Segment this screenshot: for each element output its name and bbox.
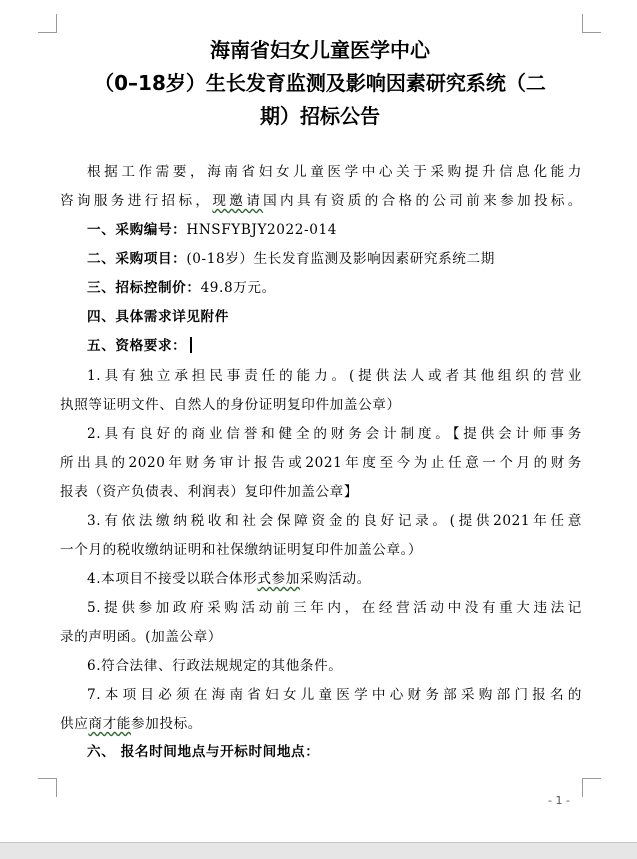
qualification-1-line-1: 1.具有独立承担民事责任的能力。(提供法人或者其他组织的营业 <box>87 368 582 384</box>
spell-check-underline: 商才能 <box>88 716 131 732</box>
spell-check-underline: 现邀请 <box>212 193 264 209</box>
procurement-number: 一、采购编号：HNSFYBJY2022-014 <box>87 222 337 238</box>
qualification-2-line-3: 报表（资产负债表、利润表）复印件加盖公章】 <box>60 484 359 500</box>
qualification-3-line-1: 3.有依法缴纳税收和社会保障资金的良好记录。(提供2021年任意 <box>87 513 582 529</box>
corner-mark-bottom-left <box>38 778 57 797</box>
corner-mark-top-right <box>582 14 601 33</box>
page-edge <box>0 842 637 843</box>
qualification-7-line-2: 供应商才能参加投标。 <box>60 716 202 732</box>
procurement-project: 二、采购项目：(0-18岁）生长发育监测及影响因素研究系统二期 <box>87 251 495 267</box>
qualification-2-line-1: 2.具有良好的商业信誉和健全的财务会计制度。【提供会计师事务 <box>87 426 582 442</box>
corner-mark-bottom-right <box>582 778 601 797</box>
page-number: - 1 - <box>548 794 570 807</box>
qualification-heading: 五、资格要求： <box>87 336 582 356</box>
bid-control-price: 三、招标控制价：49.8万元。 <box>87 280 276 296</box>
page-gap <box>0 843 637 859</box>
qualification-2-line-2: 所出具的2020年财务审计报告或2021年度至今为止任意一个月的财务 <box>60 455 582 471</box>
qualification-4: 4.本项目不接受以联合体形式参加采购活动。 <box>87 571 371 587</box>
corner-mark-top-left <box>38 14 57 33</box>
document-title-line-2: （0–18岁）生长发育监测及影响因素研究系统（二 <box>94 71 546 95</box>
qualification-3-line-2: 一个月的税收缴纳证明和社保缴纳证明复印件加盖公章。） <box>60 542 423 558</box>
intro-line-1: 根据工作需要，海南省妇女儿童医学中心关于采购提升信息化能力 <box>87 164 582 180</box>
text-cursor <box>190 337 192 353</box>
qualification-1-line-2: 执照等证明文件、自然人的身份证明复印件加盖公章） <box>60 397 401 413</box>
qualification-5-line-2: 录的声明函。(加盖公章） <box>60 629 223 645</box>
qualification-7-line-1: 7.本项目必须在海南省妇女儿童医学中心财务部采购部门报名的 <box>87 687 582 703</box>
document-title-line-3: 期）招标公告 <box>260 104 380 128</box>
spell-check-underline: 式参加 <box>257 571 300 587</box>
document-title-line-1: 海南省妇女儿童医学中心 <box>210 38 430 62</box>
qualification-6: 6.符合法律、行政法规规定的其他条件。 <box>87 658 343 674</box>
intro-line-2: 咨询服务进行招标，现邀请国内具有资质的合格的公司前来参加投标。 <box>60 193 582 209</box>
requirements-heading: 四、具体需求详见附件 <box>87 309 229 325</box>
registration-heading: 六、 报名时间地点与开标时间地点： <box>87 744 320 760</box>
qualification-5-line-1: 5.提供参加政府采购活动前三年内，在经营活动中没有重大违法记 <box>87 600 582 616</box>
